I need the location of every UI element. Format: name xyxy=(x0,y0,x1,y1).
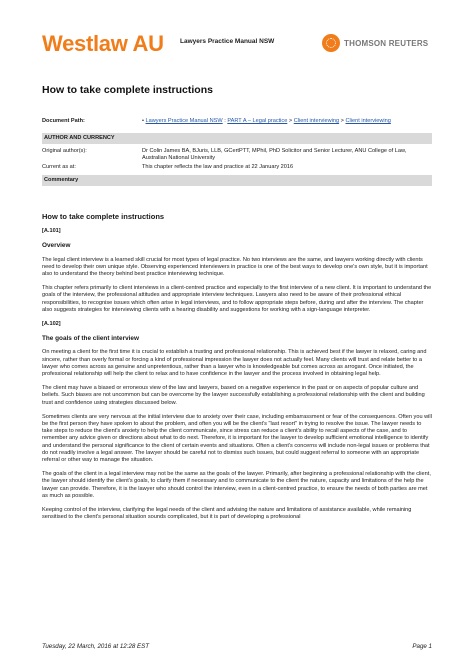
breadcrumb-part-a-link[interactable]: PART A – Legal practice xyxy=(227,118,288,124)
westlaw-logo: Westlaw AU xyxy=(42,31,164,56)
breadcrumb-client-interviewing-link[interactable]: Client interviewing xyxy=(293,118,340,124)
footer-date: Tuesday, 22 March, 2016 at 12:28 EST xyxy=(42,643,150,650)
path-label: Document Path: xyxy=(42,118,85,124)
paragraph: Keeping control of the interview, clarifying the legal needs of the client and advising the nature and limitations of assistance available, while remaining sensitised to the client's personal situation sounds complicated, but it is part of developing a professional xyxy=(42,507,412,521)
paragraph: On meeting a client for the first time it is crucial to establish a trusting and professional relationship. This is achieved best if the lawyer is relaxed, caring and sincere, rather than overly formal or forcing a kind of professional impression the lawyer does not actually feel. Many clients will trust and relate better to a lawyer who comes across as genuine and unpretentious, rather than a lawyer who is knowledgeable but comes across as arrogant. Once initiated, the professional relationship will help the client to relax and to have confidence in the lawyer and the process involved in obtaining legal help. xyxy=(42,349,427,378)
goals-heading: The goals of the client interview xyxy=(42,335,139,343)
paragraph: The goals of the client in a legal interview may not be the same as the goals of the lawyer. Primarily, after beginning a professional relationship with the client, the lawyer should identify the client's goals, to clarify them if necessary and to communicate to the client the nature, capacity and limitations of the help the lawyer can provide. Therefore, it is the lawyer who should control the interview, even in a client-centred practice, to ensure the needs of both parties are met as much as possible. xyxy=(42,471,431,499)
breadcrumb-separator: > xyxy=(287,118,294,124)
page-title: How to take complete instructions xyxy=(42,84,213,96)
overview-heading: Overview xyxy=(42,242,71,250)
manual-title: Lawyers Practice Manual NSW xyxy=(180,38,275,45)
breadcrumb-client-interviewing-sub-link[interactable]: Client interviewing xyxy=(345,118,391,124)
breadcrumb-bullet: • xyxy=(142,118,144,124)
author-label: Original author(s): xyxy=(42,148,87,154)
paragraph-ref: [A.102] xyxy=(42,321,61,328)
page-footer xyxy=(42,643,432,650)
paragraph: Sometimes clients are very nervous at the initial interview due to anxiety over their case, including embarrassment or fear of the consequences. Often you will be the first person they have spoken to about the problem, and often you will be the client's "last resort" in trying to resolve the issue. The lawyer needs to take steps to reduce the client's anxiety to help the client communicate, since stress can reduce a client's ability to recall aspects of the case, and to remember any advice given or directions about what to do next. Therefore, it is important for the lawyer to develop sufficient emotional intelligence to identify and understand the personal significance to the client of certain events and situations. Often a client's concerns will include non-legal issues or problems that do not readily involve a legal answer. The lawyer should be careful not to dismiss such issues, but could suggest referral to someone with an appropriate referral or other way to manage the situation. xyxy=(42,413,432,464)
author-value: Dr Colin James BA, BJuris, LLB, GCertPTT, MPhil, PhD Solicitor and Senior Lecturer, ANU College of Law, Australian National University xyxy=(142,148,407,161)
paragraph: The client may have a biased or erroneous view of the law and lawyers, based on a negative experience in the past or on aspects of popular culture and beliefs. Such biases are not uncommon but can be overcome by the lawyer successfully establishing a professional relationship with the client and building trust and confidence using strategies discussed below. xyxy=(42,385,425,406)
breadcrumb xyxy=(142,118,432,125)
commentary-content xyxy=(42,213,432,529)
author-currency-heading: AUTHOR AND CURRENCY xyxy=(42,133,432,144)
current-value: This chapter reflects the law and practice at 22 January 2016 xyxy=(142,164,294,170)
publisher-name: THOMSON REUTERS xyxy=(344,38,429,48)
thomson-reuters-logo xyxy=(322,34,428,52)
commentary-heading: Commentary xyxy=(42,175,432,186)
footer-page-number: Page 1 xyxy=(412,643,432,650)
paragraph: This chapter refers primarily to client interviews in a client-centred practice and especially to the first interview of a new client. It is important to understand the goals of the interview, the professional attitudes and appropriate interview techniques. Lawyers also need to be aware of their professional ethical responsibilities, to recognise issues which often arise in legal interviews, and to follow appropriate steps before, during and after the interview. The chapter also suggests strategies for interviewing clients with a hearing disability and suggestions for working with a sign-language interpreter. xyxy=(42,285,432,313)
document-meta xyxy=(42,118,432,186)
section-heading: How to take complete instructions xyxy=(42,212,165,221)
breadcrumb-manual-link[interactable]: Lawyers Practice Manual NSW xyxy=(145,118,223,124)
thomson-reuters-icon xyxy=(322,34,340,52)
breadcrumb-separator: > xyxy=(339,118,346,124)
paragraph-ref: [A.101] xyxy=(42,228,61,235)
current-label: Current as at: xyxy=(42,164,76,170)
paragraph: The legal client interview is a learned skill crucial for most types of legal practice. No two interviews are the same, and lawyers working directly with clients need to develop their own unique style. Observing experienced interviewers in practice is one of the best ways to develop one's own style, but it is important also to understand the theory behind best practice interviewing technique. xyxy=(42,256,428,278)
page-header xyxy=(0,0,474,70)
breadcrumb-separator: : xyxy=(222,118,228,124)
